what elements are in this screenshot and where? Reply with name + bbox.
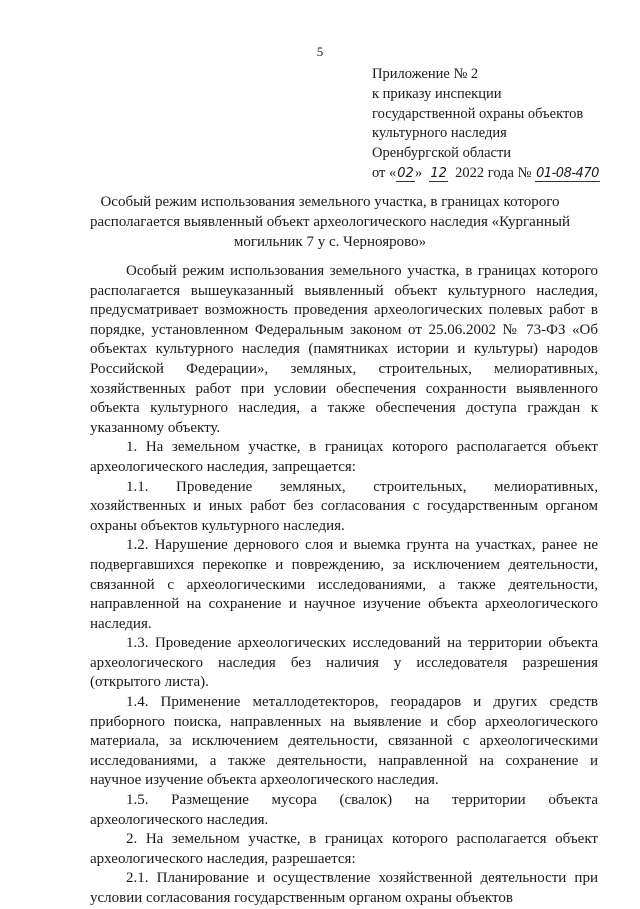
clause-1-5: 1.5. Размещение мусора (свалок) на территории объекта археологического наследия. (90, 792, 598, 828)
document-title: Особый режим использования земельного участка, в границах которого располагается выявленный объект археологического наследия «Курганный могильник 7 у с. Черноярово» (89, 194, 570, 250)
clause-1-1: 1.1. Проведение земляных, строительных, мелиоративных, хозяйственных и иных работ без согласования с государственным органом охраны объектов культурного наследия. (90, 478, 598, 534)
annex-header (372, 65, 600, 184)
document-body (90, 262, 598, 909)
intro-paragraph: Особый режим использования земельного участка, в границах которого располагается вышеуказанный выявленный объект культурного наследия, предусматривает возможность проведения археологических полевых работ в порядке, установленном Федеральным законом от 25.06.2002 № 73-ФЗ «Об объектах культурного наследия (памятниках истории и культуры) народов Российской Федерации», земляных, строительных, мелиоративных, хозяйственных работ при условии обеспечения сохранности выявленного объекта культурного наследия, а также обеспечения доступа граждан к указанному объекту. (90, 263, 598, 436)
date-mid: » (414, 164, 423, 181)
date-month-handwritten: 12 (430, 165, 447, 181)
page-number: 5 (316, 44, 324, 59)
clause-2-1: 2.1. Планирование и осуществление хозяйственной деятельности при условии согласования государственным органом охраны объектов (90, 870, 598, 906)
date-day-handwritten: 02 (397, 165, 414, 181)
annex-order-ref: к приказу инспекции (372, 85, 502, 102)
clause-2: 2. На земельном участке, в границах которого располагается объект археологического наследия, разрешается: (90, 831, 598, 867)
clause-1-3: 1.3. Проведение археологических исследований на территории объекта археологического наследия без наличия у исследователя разрешения (открытого листа). (90, 635, 598, 691)
clause-1: 1. На земельном участке, в границах которого располагается объект археологического наследия, запрещается: (90, 439, 598, 475)
annex-region: Оренбургской области (372, 145, 512, 162)
annex-title: Приложение № 2 (372, 66, 479, 82)
annex-date-line (372, 164, 600, 184)
order-number-handwritten: 01-08-470 (536, 165, 599, 181)
clause-1-2: 1.2. Нарушение дернового слоя и выемка грунта на участках, ранее не подвергавшихся перекопке и повреждению, за исключением деятельности, связанной с археологическими исследованиями, а также деятельности, направленной на сохранение и научное изучение объекта археологического наследия. (90, 537, 598, 632)
date-year: 2022 года № (455, 164, 532, 181)
annex-issuer-line-1: государственной охраны объектов (372, 105, 584, 122)
annex-issuer-line-2: культурного наследия (372, 125, 507, 142)
date-prefix: от « (372, 164, 397, 181)
clause-1-4: 1.4. Применение металлодетекторов, георадаров и других средств приборного поиска, направленных на выявление и сбор археологического материала, за исключением деятельности, связанной с археологическими исследованиями, а также деятельности, направленной на сохранение и научное изучение объекта археологического наследия. (90, 694, 598, 789)
